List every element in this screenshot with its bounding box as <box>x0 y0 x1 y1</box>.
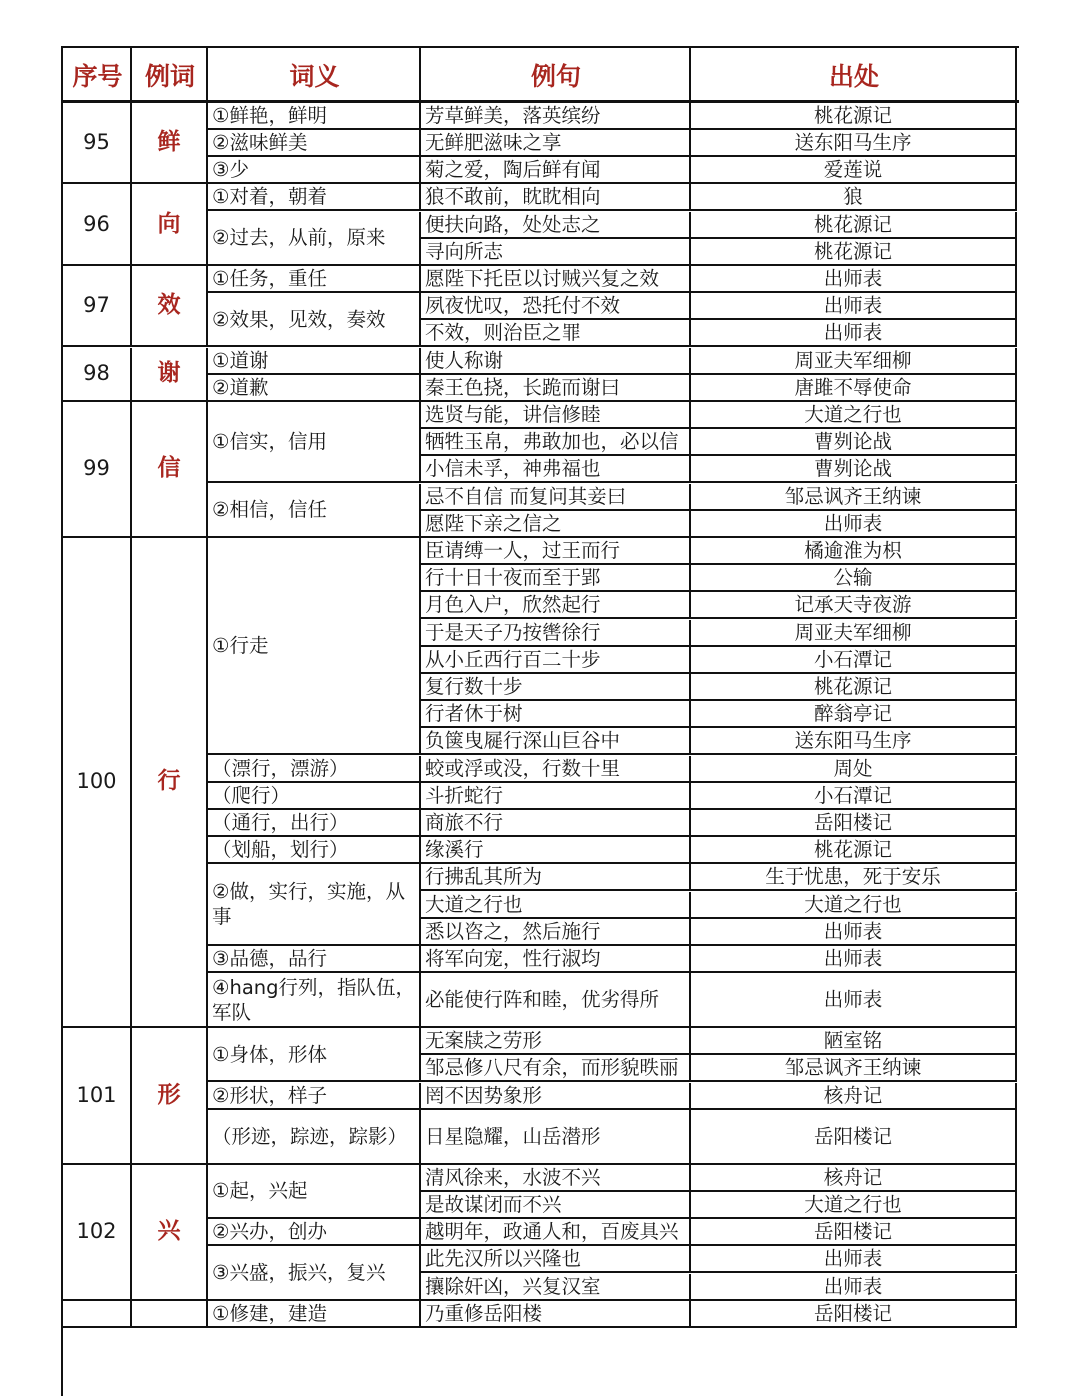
example-sentence: 月色入户，欣然起行 <box>421 592 691 619</box>
source-title: 出师表 <box>691 973 1017 1028</box>
word-meaning: ②效果，见效，奏效 <box>208 293 421 347</box>
example-sentence: 行拂乱其所为 <box>421 864 691 891</box>
source-title: 记承天寺夜游 <box>691 592 1017 619</box>
word-meaning: ①起，兴起 <box>208 1165 421 1219</box>
header-column-divider <box>1015 48 1017 101</box>
table-left-border <box>61 46 63 1396</box>
word-meaning: （形迹，踪迹，踪影） <box>208 1110 421 1165</box>
header-example: 例句 <box>530 61 581 91</box>
example-sentence: 芳草鲜美，落英缤纷 <box>421 103 691 130</box>
example-sentence: 斗折蛇行 <box>421 783 691 810</box>
header-source: 出处 <box>828 61 879 91</box>
example-sentence: 必能使行阵和睦，优劣得所 <box>421 973 691 1028</box>
word-meaning: ①行走 <box>208 538 421 756</box>
source-title: 陋室铭 <box>691 1028 1017 1055</box>
word-meaning: （划船，划行） <box>208 837 421 864</box>
example-sentence: 无鲜肥滋味之享 <box>421 130 691 157</box>
source-title: 核舟记 <box>691 1083 1017 1110</box>
source-title: 出师表 <box>691 1246 1017 1273</box>
source-title: 曹刿论战 <box>691 429 1017 456</box>
example-sentence: 乃重修岳阳楼 <box>421 1301 691 1328</box>
example-sentence: 夙夜忧叹，恐托付不效 <box>421 293 691 320</box>
source-title: 出师表 <box>691 919 1017 946</box>
word-meaning: ②相信，信任 <box>208 484 421 538</box>
example-sentence: 蛟或浮或没，行数十里 <box>421 756 691 783</box>
word-meaning: ③品德，品行 <box>208 946 421 973</box>
example-word: 信 <box>132 402 208 538</box>
source-title: 大道之行也 <box>691 402 1017 429</box>
row-number: 99 <box>63 402 132 538</box>
word-meaning: ④hang行列，指队伍，军队 <box>208 973 421 1028</box>
example-word: 谢 <box>132 348 208 402</box>
word-meaning: ①鲜艳，鲜明 <box>208 103 421 130</box>
row-number <box>63 1301 132 1328</box>
source-title: 出师表 <box>691 1274 1017 1301</box>
source-title: 公输 <box>691 565 1017 592</box>
header-column-divider <box>689 48 691 101</box>
source-title: 唐雎不辱使命 <box>691 375 1017 402</box>
source-title: 桃花源记 <box>691 239 1017 266</box>
example-word: 鲜 <box>132 103 208 185</box>
source-title: 桃花源记 <box>691 212 1017 239</box>
header-word: 例词 <box>144 61 195 91</box>
header-meaning: 词义 <box>289 61 340 91</box>
example-sentence: 于是天子乃按辔徐行 <box>421 620 691 647</box>
example-sentence: 使人称谢 <box>421 348 691 375</box>
source-title: 醉翁亭记 <box>691 701 1017 728</box>
source-title: 岳阳楼记 <box>691 1219 1017 1246</box>
example-sentence: 便扶向路，处处志之 <box>421 212 691 239</box>
source-title: 曹刿论战 <box>691 456 1017 483</box>
example-sentence: 将军向宠，性行淑均 <box>421 946 691 973</box>
table-body <box>0 101 1080 1398</box>
header-number: 序号 <box>72 61 123 91</box>
source-title: 生于忧患，死于安乐 <box>691 864 1017 891</box>
header-column-divider <box>130 48 132 101</box>
example-sentence: 无案牍之劳形 <box>421 1028 691 1055</box>
source-title: 邹忌讽齐王纳谏 <box>691 1055 1017 1082</box>
table-top-border <box>61 46 1019 48</box>
source-title: 岳阳楼记 <box>691 1110 1017 1165</box>
word-meaning: ①身体，形体 <box>208 1028 421 1082</box>
source-title: 核舟记 <box>691 1165 1017 1192</box>
row-number: 100 <box>63 538 132 1028</box>
example-sentence: 罔不因势象形 <box>421 1083 691 1110</box>
source-title: 送东阳马生序 <box>691 728 1017 755</box>
example-sentence: 选贤与能，讲信修睦 <box>421 402 691 429</box>
example-sentence: 缘溪行 <box>421 837 691 864</box>
word-meaning: ②滋味鲜美 <box>208 130 421 157</box>
source-title: 出师表 <box>691 266 1017 293</box>
example-sentence: 愿陛下托臣以讨贼兴复之效 <box>421 266 691 293</box>
source-title: 小石潭记 <box>691 783 1017 810</box>
row-number: 101 <box>63 1028 132 1165</box>
example-word: 效 <box>132 266 208 348</box>
word-meaning: ①任务，重任 <box>208 266 421 293</box>
example-sentence: 攘除奸凶，兴复汉室 <box>421 1274 691 1301</box>
source-title: 桃花源记 <box>691 674 1017 701</box>
example-sentence: 行者休于树 <box>421 701 691 728</box>
example-sentence: 日星隐耀，山岳潜形 <box>421 1110 691 1165</box>
row-number: 102 <box>63 1165 132 1301</box>
word-meaning: ①信实，信用 <box>208 402 421 484</box>
source-title: 周亚夫军细柳 <box>691 348 1017 375</box>
source-title: 出师表 <box>691 293 1017 320</box>
example-sentence: 邹忌修八尺有余，而形貌昳丽 <box>421 1055 691 1082</box>
source-title: 大道之行也 <box>691 892 1017 919</box>
example-sentence: 越明年，政通人和，百废具兴 <box>421 1219 691 1246</box>
header-bottom-border <box>61 100 1019 103</box>
row-number: 97 <box>63 266 132 348</box>
word-meaning: ②道歉 <box>208 375 421 402</box>
word-meaning: ③少 <box>208 157 421 184</box>
source-title: 桃花源记 <box>691 103 1017 130</box>
header-column-divider <box>206 48 208 101</box>
source-title: 岳阳楼记 <box>691 1301 1017 1328</box>
example-sentence: 是故谋闭而不兴 <box>421 1192 691 1219</box>
source-title: 橘逾淮为枳 <box>691 538 1017 565</box>
word-meaning: ①修建，建造 <box>208 1301 421 1328</box>
row-number: 96 <box>63 184 132 266</box>
example-sentence: 寻向所志 <box>421 239 691 266</box>
example-sentence: 行十日十夜而至于郢 <box>421 565 691 592</box>
source-title: 周亚夫军细柳 <box>691 620 1017 647</box>
word-meaning: （漂行，漂游） <box>208 756 421 783</box>
source-title: 送东阳马生序 <box>691 130 1017 157</box>
word-meaning: ①对着，朝着 <box>208 184 421 211</box>
example-sentence: 从小丘西行百二十步 <box>421 647 691 674</box>
example-sentence: 臣请缚一人，过王而行 <box>421 538 691 565</box>
example-sentence: 悉以咨之，然后施行 <box>421 919 691 946</box>
example-sentence: 菊之爱，陶后鲜有闻 <box>421 157 691 184</box>
example-sentence: 清风徐来，水波不兴 <box>421 1165 691 1192</box>
example-sentence: 复行数十步 <box>421 674 691 701</box>
example-sentence: 牺牲玉帛，弗敢加也，必以信 <box>421 429 691 456</box>
example-sentence: 秦王色挠，长跪而谢曰 <box>421 375 691 402</box>
source-title: 小石潭记 <box>691 647 1017 674</box>
example-sentence: 小信未孚，神弗福也 <box>421 456 691 483</box>
source-title: 出师表 <box>691 320 1017 347</box>
source-title: 邹忌讽齐王纳谏 <box>691 484 1017 511</box>
word-meaning: （通行，出行） <box>208 810 421 837</box>
example-sentence: 忌不自信 而复问其妾曰 <box>421 484 691 511</box>
word-meaning: （爬行） <box>208 783 421 810</box>
source-title: 大道之行也 <box>691 1192 1017 1219</box>
header-column-divider <box>419 48 421 101</box>
example-sentence: 负箧曳屣行深山巨谷中 <box>421 728 691 755</box>
example-word: 行 <box>132 538 208 1028</box>
word-meaning: ②过去，从前，原来 <box>208 212 421 266</box>
example-word: 向 <box>132 184 208 266</box>
example-sentence: 大道之行也 <box>421 892 691 919</box>
example-word: 兴 <box>132 1165 208 1301</box>
word-meaning: ②兴办，创办 <box>208 1219 421 1246</box>
row-number: 95 <box>63 103 132 185</box>
source-title: 爱莲说 <box>691 157 1017 184</box>
source-title: 狼 <box>691 184 1017 211</box>
source-title: 出师表 <box>691 511 1017 538</box>
source-title: 岳阳楼记 <box>691 810 1017 837</box>
example-word <box>132 1301 208 1328</box>
example-sentence: 此先汉所以兴隆也 <box>421 1246 691 1273</box>
example-sentence: 不效，则治臣之罪 <box>421 320 691 347</box>
word-meaning: ②形状，样子 <box>208 1083 421 1110</box>
row-number: 98 <box>63 348 132 402</box>
example-sentence: 商旅不行 <box>421 810 691 837</box>
word-meaning: ③兴盛，振兴，复兴 <box>208 1246 421 1300</box>
example-sentence: 愿陛下亲之信之 <box>421 511 691 538</box>
example-sentence: 狼不敢前，眈眈相向 <box>421 184 691 211</box>
word-meaning: ②做，实行，实施，从事 <box>208 864 421 946</box>
source-title: 周处 <box>691 756 1017 783</box>
word-meaning: ①道谢 <box>208 348 421 375</box>
example-word: 形 <box>132 1028 208 1165</box>
source-title: 桃花源记 <box>691 837 1017 864</box>
source-title: 出师表 <box>691 946 1017 973</box>
